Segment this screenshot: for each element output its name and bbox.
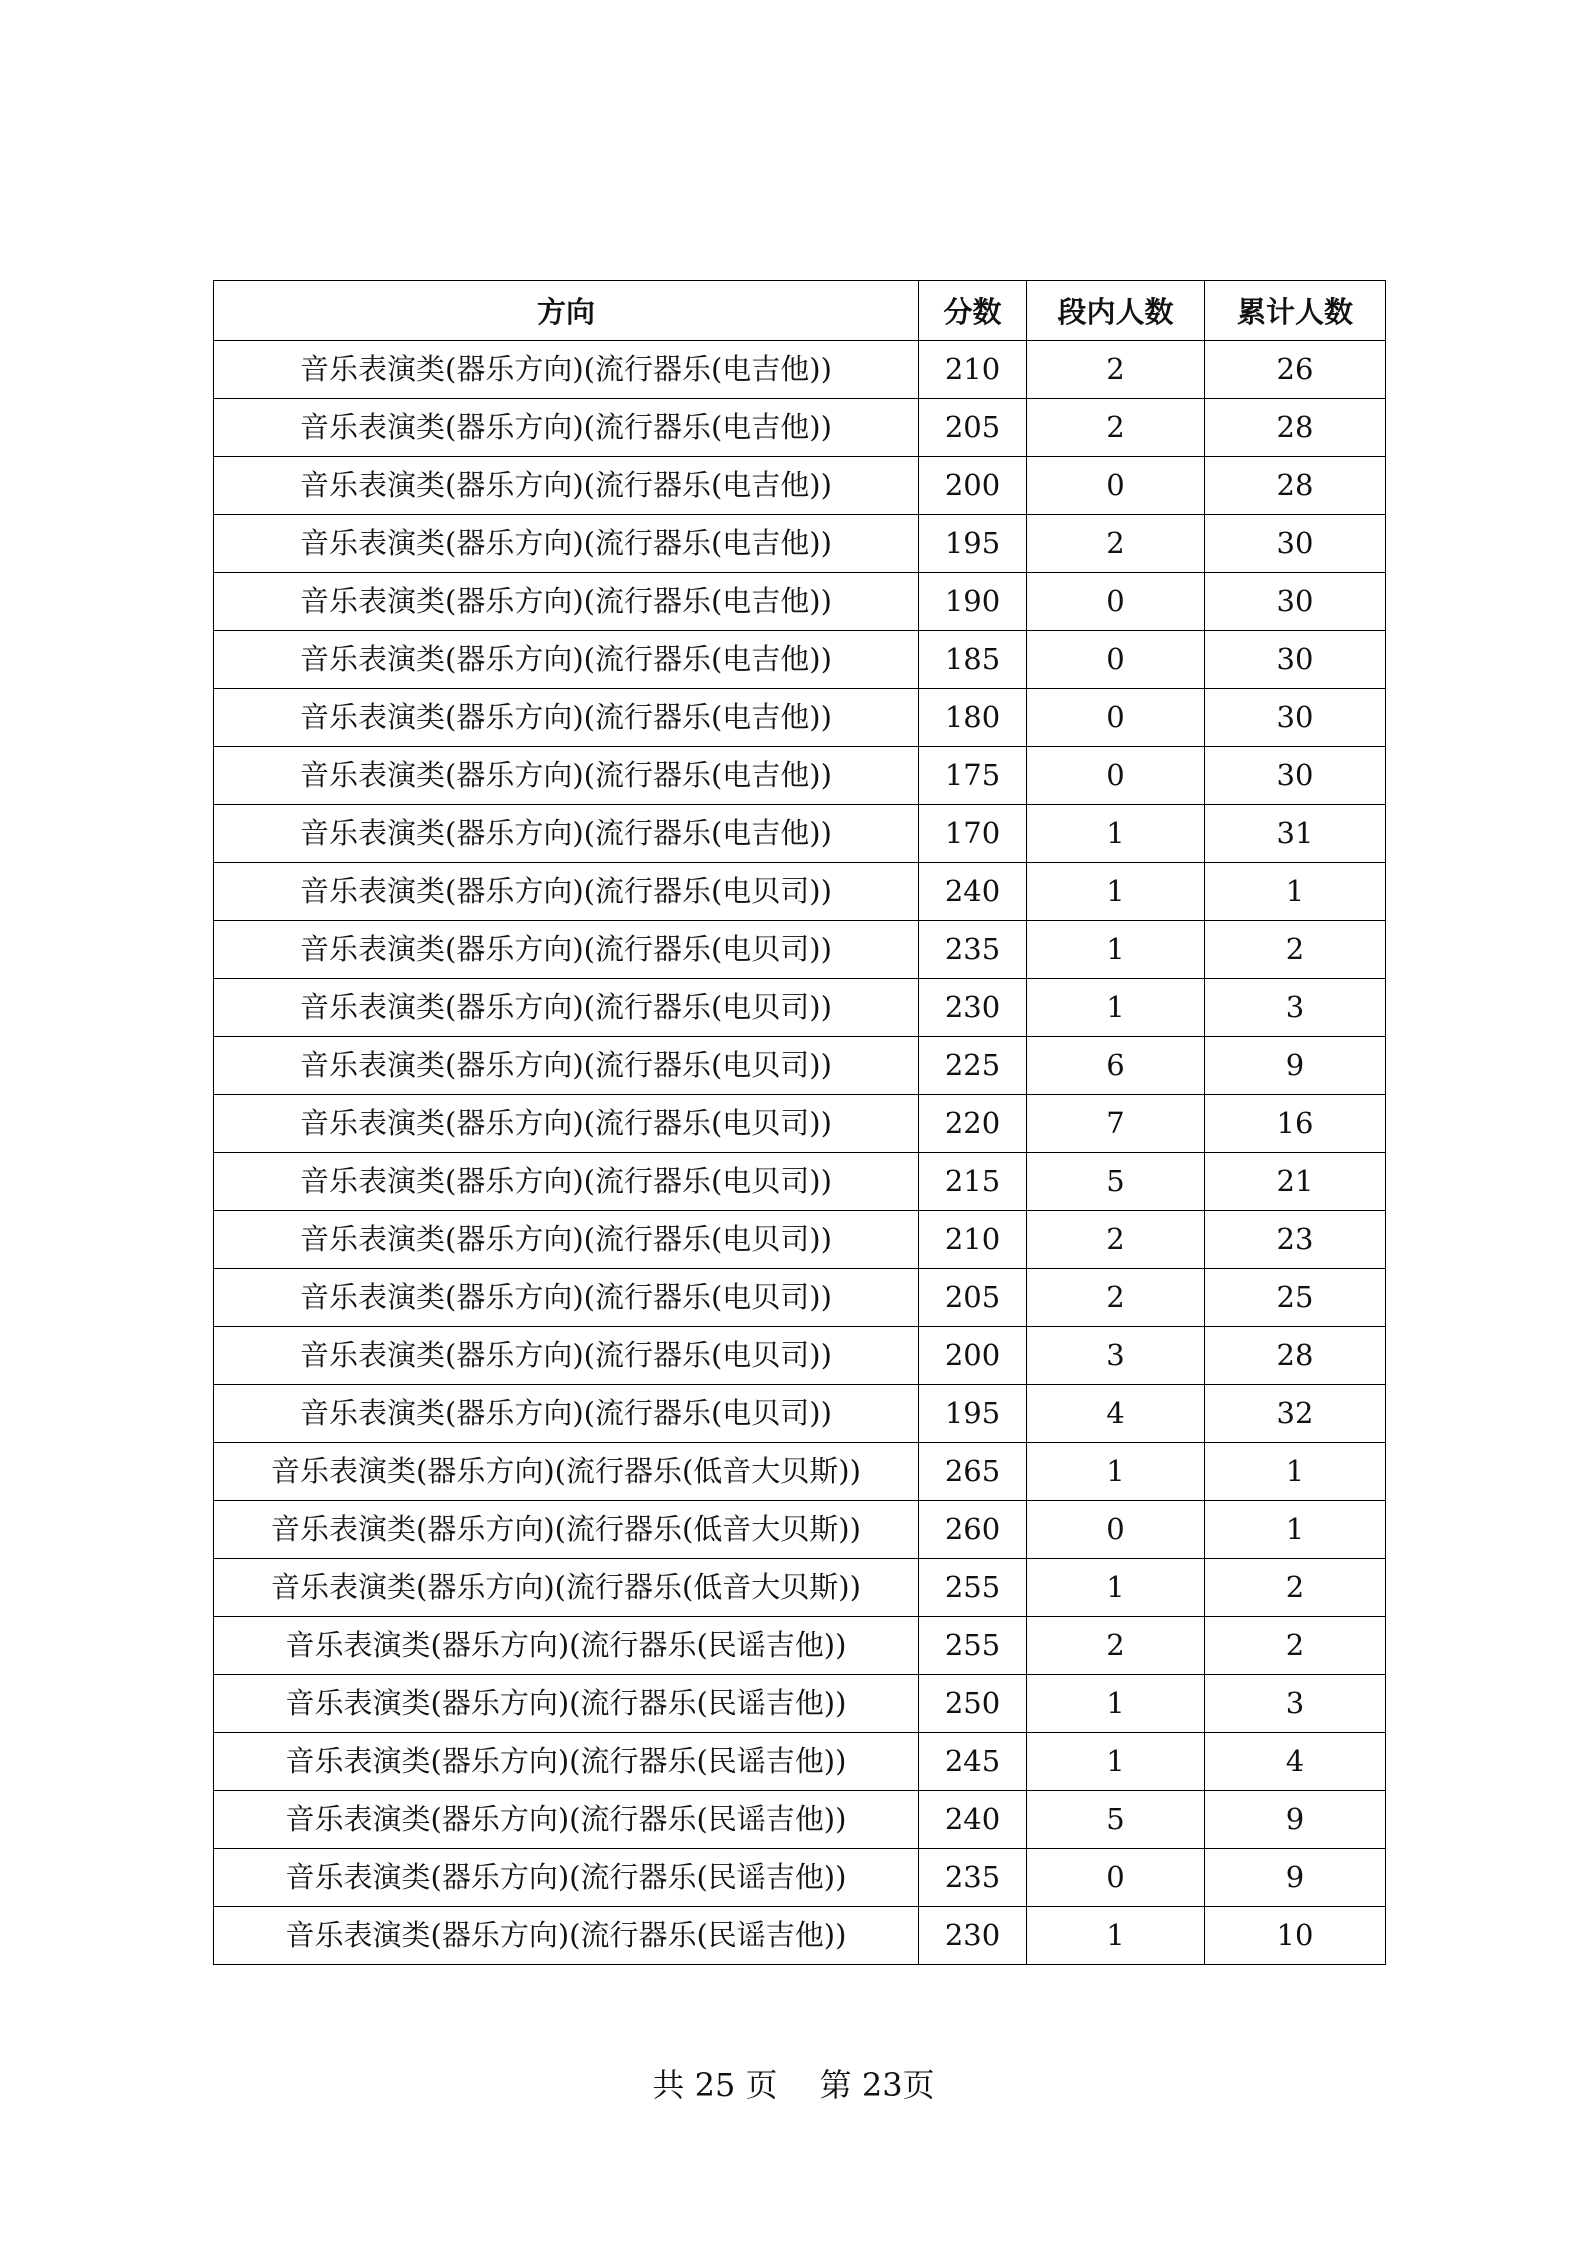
cell-count: 2 (1027, 1617, 1205, 1675)
cell-score: 255 (919, 1617, 1027, 1675)
cell-count: 6 (1027, 1037, 1205, 1095)
cell-direction: 音乐表演类(器乐方向)(流行器乐(民谣吉他)) (214, 1733, 919, 1791)
table-row (214, 979, 1386, 1037)
cell-score: 240 (919, 863, 1027, 921)
table-row (214, 1675, 1386, 1733)
cell-count: 0 (1027, 631, 1205, 689)
table-row (214, 1327, 1386, 1385)
cell-cumulative: 3 (1205, 979, 1386, 1037)
cell-score: 230 (919, 979, 1027, 1037)
cell-direction: 音乐表演类(器乐方向)(流行器乐(民谣吉他)) (214, 1907, 919, 1965)
cell-count: 0 (1027, 1849, 1205, 1907)
cell-cumulative: 30 (1205, 631, 1386, 689)
table-row (214, 631, 1386, 689)
cell-score: 180 (919, 689, 1027, 747)
table-row (214, 515, 1386, 573)
header-cumulative: 累计人数 (1205, 281, 1386, 341)
cell-cumulative: 21 (1205, 1153, 1386, 1211)
cell-cumulative: 30 (1205, 747, 1386, 805)
cell-direction: 音乐表演类(器乐方向)(流行器乐(电贝司)) (214, 1327, 919, 1385)
cell-score: 255 (919, 1559, 1027, 1617)
cell-count: 2 (1027, 1211, 1205, 1269)
cell-score: 205 (919, 399, 1027, 457)
table-row (214, 1037, 1386, 1095)
cell-count: 5 (1027, 1791, 1205, 1849)
score-distribution-table (213, 280, 1386, 1965)
table-row (214, 1733, 1386, 1791)
cell-direction: 音乐表演类(器乐方向)(流行器乐(电贝司)) (214, 1037, 919, 1095)
cell-score: 200 (919, 1327, 1027, 1385)
cell-direction: 音乐表演类(器乐方向)(流行器乐(民谣吉他)) (214, 1791, 919, 1849)
header-score: 分数 (919, 281, 1027, 341)
cell-count: 0 (1027, 457, 1205, 515)
table-row (214, 1443, 1386, 1501)
table-row (214, 1269, 1386, 1327)
cell-direction: 音乐表演类(器乐方向)(流行器乐(电吉他)) (214, 805, 919, 863)
table-row (214, 1559, 1386, 1617)
cell-count: 2 (1027, 515, 1205, 573)
cell-direction: 音乐表演类(器乐方向)(流行器乐(低音大贝斯)) (214, 1443, 919, 1501)
cell-score: 260 (919, 1501, 1027, 1559)
cell-cumulative: 28 (1205, 457, 1386, 515)
cell-count: 1 (1027, 921, 1205, 979)
cell-count: 1 (1027, 979, 1205, 1037)
cell-cumulative: 25 (1205, 1269, 1386, 1327)
cell-cumulative: 28 (1205, 399, 1386, 457)
cell-direction: 音乐表演类(器乐方向)(流行器乐(电贝司)) (214, 1385, 919, 1443)
cell-score: 205 (919, 1269, 1027, 1327)
cell-score: 235 (919, 921, 1027, 979)
cell-count: 0 (1027, 573, 1205, 631)
cell-count: 1 (1027, 1559, 1205, 1617)
cell-score: 190 (919, 573, 1027, 631)
cell-score: 245 (919, 1733, 1027, 1791)
cell-direction: 音乐表演类(器乐方向)(流行器乐(低音大贝斯)) (214, 1559, 919, 1617)
total-pages: 共 25 页 (652, 2066, 778, 2104)
cell-score: 195 (919, 515, 1027, 573)
cell-score: 210 (919, 341, 1027, 399)
cell-count: 1 (1027, 1443, 1205, 1501)
table-row (214, 457, 1386, 515)
cell-score: 210 (919, 1211, 1027, 1269)
table-row (214, 1791, 1386, 1849)
cell-count: 0 (1027, 747, 1205, 805)
cell-cumulative: 31 (1205, 805, 1386, 863)
table-row (214, 1095, 1386, 1153)
cell-score: 235 (919, 1849, 1027, 1907)
table-row (214, 341, 1386, 399)
cell-direction: 音乐表演类(器乐方向)(流行器乐(电吉他)) (214, 689, 919, 747)
cell-direction: 音乐表演类(器乐方向)(流行器乐(电吉他)) (214, 573, 919, 631)
cell-count: 2 (1027, 399, 1205, 457)
cell-cumulative: 4 (1205, 1733, 1386, 1791)
table-row (214, 1849, 1386, 1907)
table-row (214, 1153, 1386, 1211)
cell-cumulative: 1 (1205, 1443, 1386, 1501)
cell-cumulative: 10 (1205, 1907, 1386, 1965)
cell-cumulative: 2 (1205, 1559, 1386, 1617)
table-row (214, 863, 1386, 921)
cell-direction: 音乐表演类(器乐方向)(流行器乐(民谣吉他)) (214, 1617, 919, 1675)
cell-count: 4 (1027, 1385, 1205, 1443)
header-count: 段内人数 (1027, 281, 1205, 341)
table-row (214, 1617, 1386, 1675)
table-row (214, 805, 1386, 863)
header-direction: 方向 (214, 281, 919, 341)
cell-score: 215 (919, 1153, 1027, 1211)
table-row (214, 1501, 1386, 1559)
table-row (214, 1211, 1386, 1269)
cell-direction: 音乐表演类(器乐方向)(流行器乐(电贝司)) (214, 1211, 919, 1269)
cell-count: 7 (1027, 1095, 1205, 1153)
cell-cumulative: 26 (1205, 341, 1386, 399)
page-footer (0, 2060, 1587, 2106)
cell-cumulative: 9 (1205, 1849, 1386, 1907)
table-row (214, 747, 1386, 805)
cell-direction: 音乐表演类(器乐方向)(流行器乐(电吉他)) (214, 399, 919, 457)
cell-score: 230 (919, 1907, 1027, 1965)
cell-score: 250 (919, 1675, 1027, 1733)
cell-count: 1 (1027, 1733, 1205, 1791)
cell-direction: 音乐表演类(器乐方向)(流行器乐(电吉他)) (214, 747, 919, 805)
cell-direction: 音乐表演类(器乐方向)(流行器乐(电吉他)) (214, 631, 919, 689)
cell-score: 175 (919, 747, 1027, 805)
cell-cumulative: 9 (1205, 1791, 1386, 1849)
cell-direction: 音乐表演类(器乐方向)(流行器乐(电吉他)) (214, 341, 919, 399)
cell-direction: 音乐表演类(器乐方向)(流行器乐(低音大贝斯)) (214, 1501, 919, 1559)
cell-count: 1 (1027, 1907, 1205, 1965)
cell-score: 265 (919, 1443, 1027, 1501)
cell-score: 225 (919, 1037, 1027, 1095)
cell-cumulative: 1 (1205, 1501, 1386, 1559)
cell-direction: 音乐表演类(器乐方向)(流行器乐(民谣吉他)) (214, 1675, 919, 1733)
cell-direction: 音乐表演类(器乐方向)(流行器乐(电贝司)) (214, 1269, 919, 1327)
cell-direction: 音乐表演类(器乐方向)(流行器乐(电吉他)) (214, 457, 919, 515)
cell-cumulative: 2 (1205, 921, 1386, 979)
cell-count: 2 (1027, 1269, 1205, 1327)
cell-cumulative: 30 (1205, 573, 1386, 631)
cell-count: 3 (1027, 1327, 1205, 1385)
table-row (214, 1385, 1386, 1443)
cell-count: 2 (1027, 341, 1205, 399)
cell-score: 195 (919, 1385, 1027, 1443)
cell-score: 170 (919, 805, 1027, 863)
cell-cumulative: 9 (1205, 1037, 1386, 1095)
cell-direction: 音乐表演类(器乐方向)(流行器乐(电吉他)) (214, 515, 919, 573)
table-row (214, 1907, 1386, 1965)
cell-cumulative: 1 (1205, 863, 1386, 921)
cell-cumulative: 23 (1205, 1211, 1386, 1269)
cell-direction: 音乐表演类(器乐方向)(流行器乐(电贝司)) (214, 1095, 919, 1153)
cell-count: 0 (1027, 689, 1205, 747)
cell-cumulative: 32 (1205, 1385, 1386, 1443)
cell-count: 1 (1027, 805, 1205, 863)
cell-cumulative: 30 (1205, 515, 1386, 573)
cell-direction: 音乐表演类(器乐方向)(流行器乐(电贝司)) (214, 921, 919, 979)
table-row (214, 399, 1386, 457)
table-row (214, 921, 1386, 979)
cell-cumulative: 2 (1205, 1617, 1386, 1675)
cell-score: 200 (919, 457, 1027, 515)
cell-cumulative: 30 (1205, 689, 1386, 747)
cell-direction: 音乐表演类(器乐方向)(流行器乐(电贝司)) (214, 979, 919, 1037)
cell-count: 5 (1027, 1153, 1205, 1211)
table-body (214, 341, 1386, 1965)
cell-count: 0 (1027, 1501, 1205, 1559)
current-page: 第 23页 (819, 2066, 935, 2104)
table-header-row (214, 281, 1386, 341)
cell-score: 240 (919, 1791, 1027, 1849)
cell-count: 1 (1027, 863, 1205, 921)
cell-cumulative: 3 (1205, 1675, 1386, 1733)
cell-direction: 音乐表演类(器乐方向)(流行器乐(电贝司)) (214, 863, 919, 921)
cell-direction: 音乐表演类(器乐方向)(流行器乐(民谣吉他)) (214, 1849, 919, 1907)
table-row (214, 573, 1386, 631)
cell-score: 185 (919, 631, 1027, 689)
cell-direction: 音乐表演类(器乐方向)(流行器乐(电贝司)) (214, 1153, 919, 1211)
cell-score: 220 (919, 1095, 1027, 1153)
cell-count: 1 (1027, 1675, 1205, 1733)
cell-cumulative: 28 (1205, 1327, 1386, 1385)
cell-cumulative: 16 (1205, 1095, 1386, 1153)
table-row (214, 689, 1386, 747)
